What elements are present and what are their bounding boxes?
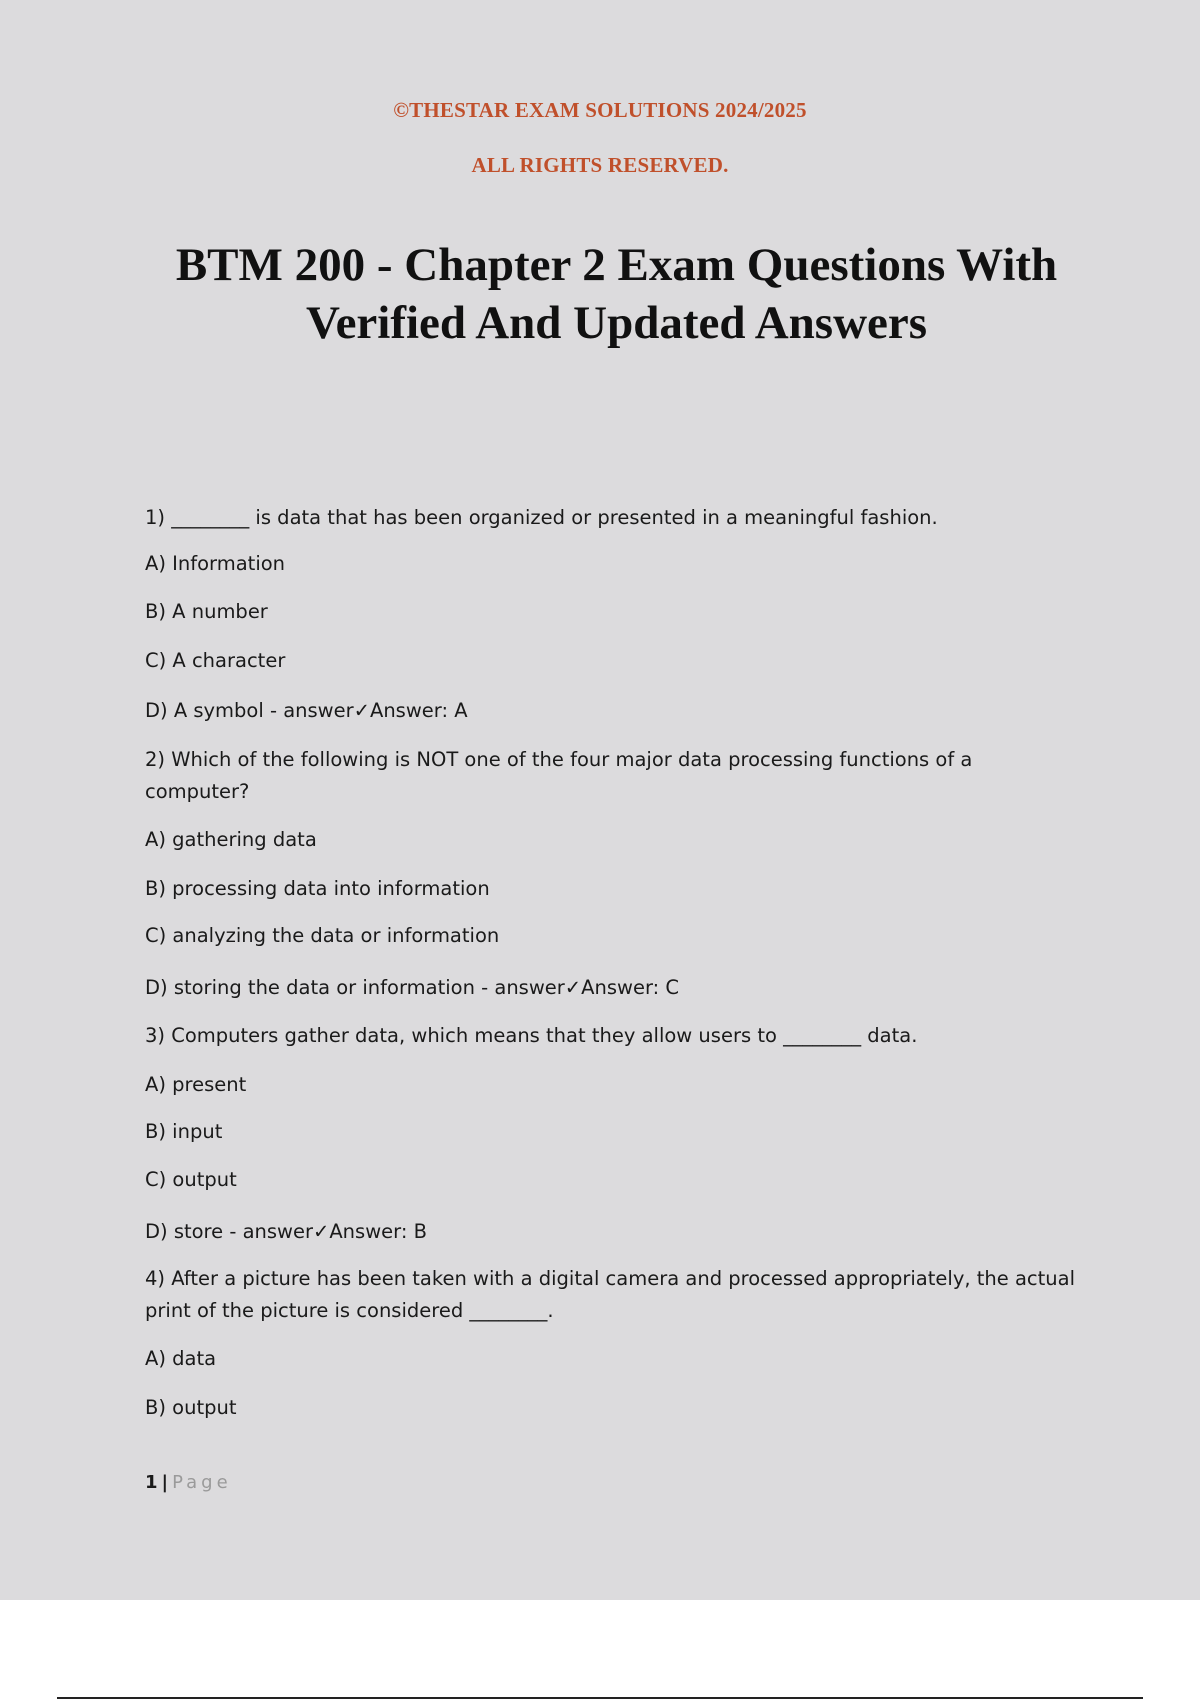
page-number: 1 — [145, 1472, 158, 1493]
question-1-option-c: C) A character — [145, 649, 286, 672]
question-2-option-d: D) storing the data or information - answer✓Answer: C — [145, 976, 680, 999]
document-title — [100, 236, 1133, 352]
question-1-text: 1) ________ is data that has been organized or presented in a meaningful fashion. — [145, 506, 938, 529]
question-3-option-a: A) present — [145, 1073, 247, 1096]
question-1-option-a: A) Information — [145, 552, 286, 575]
document-title-line-1: BTM 200 - Chapter 2 Exam Questions With — [175, 239, 1058, 291]
question-4-text: 4) After a picture has been taken with a digital camera and processed appropriately, the actual print of the picture is considered ________. — [145, 1267, 1076, 1322]
question-3-text: 3) Computers gather data, which means that they allow users to ________ data. — [145, 1024, 918, 1047]
document-title-line-2: Verified And Updated Answers — [305, 297, 928, 349]
question-2-option-a: A) gathering data — [145, 828, 317, 851]
question-1-option-b: B) A number — [145, 600, 268, 623]
question-2-option-b: B) processing data into information — [145, 877, 490, 900]
question-4-option-b: B) output — [145, 1396, 237, 1419]
page-label: Page — [172, 1472, 232, 1493]
page-separator: | — [161, 1472, 169, 1493]
question-2-option-c: C) analyzing the data or information — [145, 924, 500, 947]
question-3-option-b: B) input — [145, 1120, 223, 1143]
page-number-footer — [145, 1472, 232, 1493]
question-4-option-a: A) data — [145, 1347, 217, 1370]
question-3-option-d: D) store - answer✓Answer: B — [145, 1220, 427, 1243]
question-2-text: 2) Which of the following is NOT one of the four major data processing functions of a computer? — [145, 748, 973, 803]
question-1-option-d: D) A symbol - answer✓Answer: A — [145, 699, 468, 722]
question-3-option-c: C) output — [145, 1168, 237, 1191]
bottom-divider — [57, 1697, 1143, 1699]
header-copyright: ©THESTAR EXAM SOLUTIONS 2024/2025 — [393, 98, 807, 122]
header-rights: ALL RIGHTS RESERVED. — [471, 153, 729, 177]
